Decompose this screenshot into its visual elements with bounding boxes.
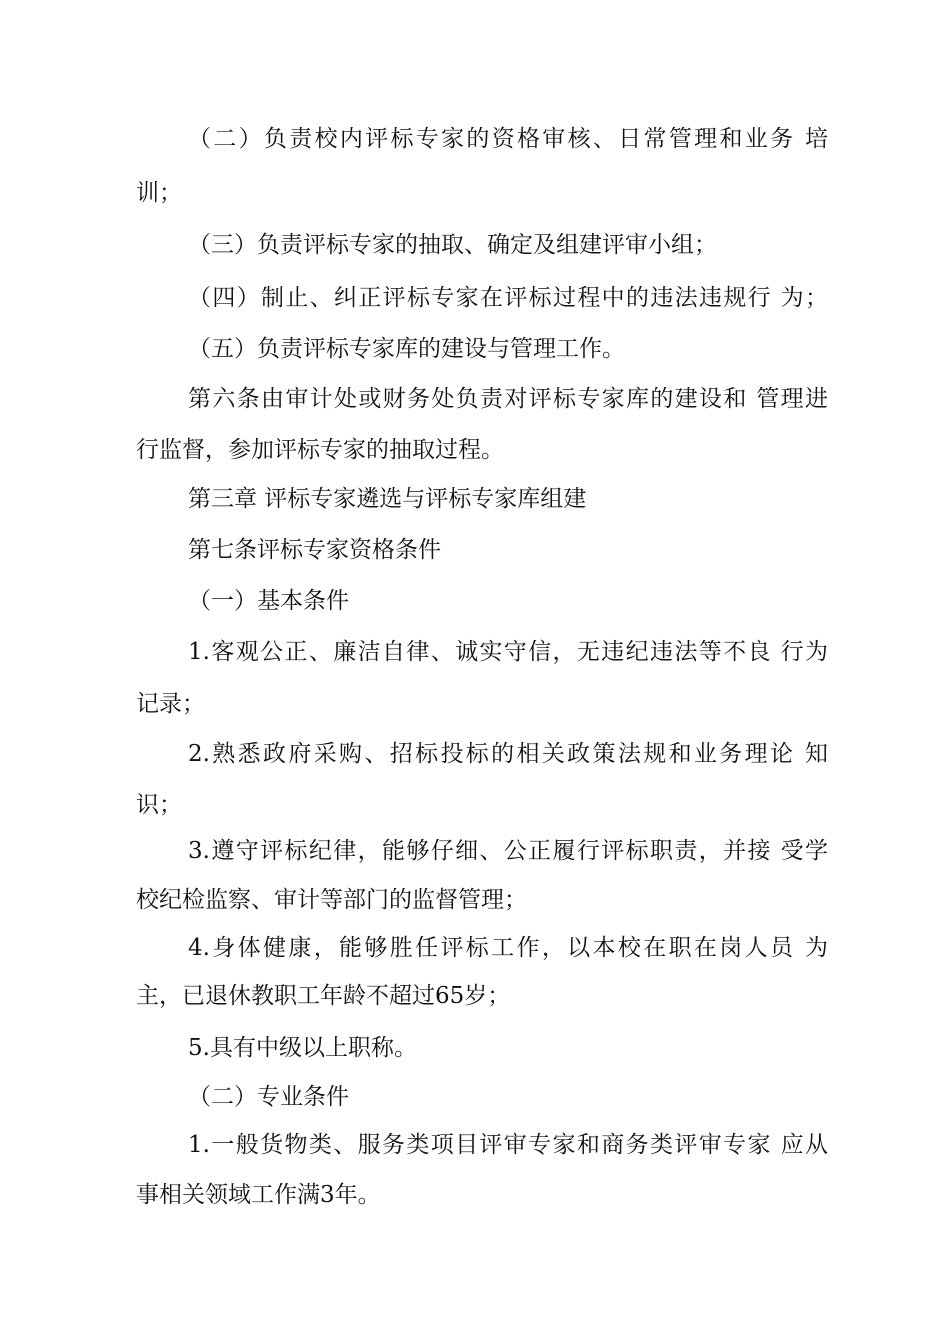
- paragraph-line: （四）制止、纠正评标专家在评标过程中的违法违规行 为；: [188, 285, 828, 311]
- chapter-heading: 第三章 评标专家遴选与评标专家库组建: [188, 486, 587, 512]
- paragraph-line: 主，已退休教职工年龄不超过65岁；: [136, 983, 511, 1009]
- paragraph-line: 识；: [136, 792, 182, 818]
- section-heading: （二）专业条件: [188, 1084, 349, 1110]
- paragraph-line: 5.具有中级以上职称。: [188, 1035, 417, 1061]
- paragraph-line: 1.一般货物类、服务类项目评审专家和商务类评审专家 应从: [188, 1132, 828, 1158]
- paragraph-line: （三）负责评标专家的抽取、确定及组建评审小组；: [188, 232, 717, 258]
- paragraph-line: （二）负责校内评标专家的资格审核、日常管理和业务 培: [188, 126, 828, 152]
- paragraph-line: 校纪检监察、审计等部门的监督管理；: [136, 887, 527, 913]
- paragraph-line: 训；: [136, 180, 182, 206]
- paragraph-line: （五）负责评标专家库的建设与管理工作。: [188, 336, 625, 362]
- paragraph-line: 行监督，参加评标专家的抽取过程。: [136, 437, 504, 463]
- paragraph-line: 1.客观公正、廉洁自律、诚实守信，无违纪违法等不良 行为: [188, 639, 828, 665]
- paragraph-line: 事相关领域工作满3年。: [136, 1182, 381, 1208]
- paragraph-line: 2.熟悉政府采购、招标投标的相关政策法规和业务理论 知: [188, 741, 828, 767]
- paragraph-line: 3.遵守评标纪律，能够仔细、公正履行评标职责，并接 受学: [188, 838, 828, 864]
- paragraph-line: 4.身体健康，能够胜任评标工作，以本校在职在岗人员 为: [188, 935, 828, 961]
- paragraph-line: 记录；: [136, 691, 205, 717]
- section-heading: （一）基本条件: [188, 588, 349, 614]
- paragraph-line: 第六条由审计处或财务处负责对评标专家库的建设和 管理进: [188, 386, 828, 412]
- article-heading: 第七条评标专家资格条件: [188, 537, 441, 563]
